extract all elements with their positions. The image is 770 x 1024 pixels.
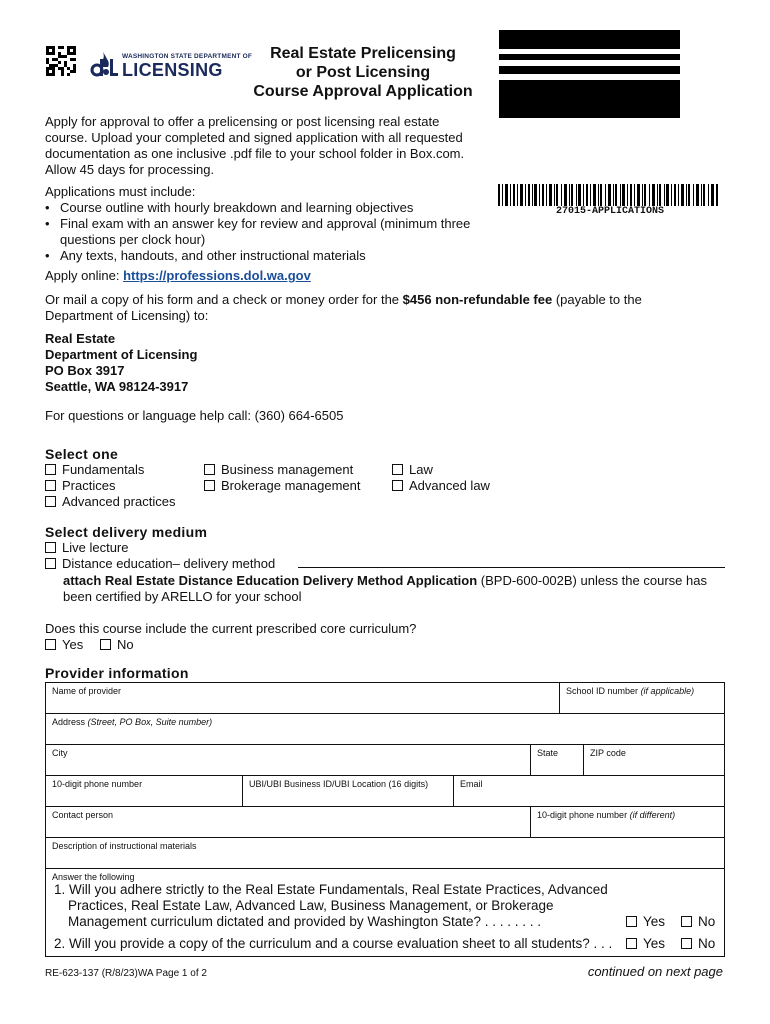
field-label-note: (if applicable) [640, 686, 695, 696]
field-label-main: 10-digit phone number [537, 810, 628, 820]
checkbox-box[interactable] [626, 938, 637, 949]
checkbox-distance-education[interactable] [45, 556, 275, 572]
field-label-main: School ID number [566, 686, 639, 696]
checkbox-advanced-law[interactable] [392, 478, 490, 494]
state-field[interactable] [530, 745, 583, 775]
attach-note [63, 573, 733, 605]
form-row [46, 683, 724, 714]
checkbox-box[interactable] [45, 480, 56, 491]
checkbox-q1-yes[interactable] [626, 914, 665, 929]
office-use-bar [499, 30, 680, 49]
select-one-heading: Select one [45, 446, 119, 462]
checkbox-core-yes[interactable] [45, 637, 83, 653]
title-line: Real Estate Prelicensing [270, 45, 456, 62]
address-line: Seattle, WA 98124-3917 [45, 379, 189, 394]
checkbox-advanced-practices[interactable] [45, 494, 175, 510]
checkbox-box[interactable] [100, 639, 111, 650]
checkbox-label: Law [409, 462, 433, 477]
checkbox-q1-no[interactable] [681, 914, 715, 929]
checkbox-box[interactable] [45, 542, 56, 553]
zip-field[interactable] [583, 745, 725, 775]
checkbox-box[interactable] [392, 464, 403, 475]
logo-licensing-word: LICENSING [122, 60, 223, 80]
field-label: State [537, 748, 559, 758]
checkbox-business-management[interactable] [204, 462, 353, 478]
provider-form [45, 682, 725, 957]
form-title [232, 44, 494, 101]
fee-amount: $456 non-refundable fee [402, 292, 553, 307]
field-label: 10-digit phone number [52, 779, 143, 789]
question-2: 2. Will you provide a copy of the curriculum and a course evaluation sheet to all students? . . . [54, 936, 613, 951]
field-label: Answer the following [52, 872, 135, 882]
office-use-bar [499, 80, 680, 118]
apply-online-link[interactable]: https://professions.dol.wa.gov [123, 268, 311, 283]
checkbox-brokerage-management[interactable] [204, 478, 360, 494]
checkbox-label: No [698, 914, 716, 929]
form-row [46, 807, 724, 838]
checkbox-label: Yes [643, 936, 666, 951]
provider-heading: Provider information [45, 665, 189, 681]
form-row [46, 776, 724, 807]
mail-instructions [45, 292, 695, 324]
field-label [566, 686, 694, 696]
mail-text: (payable to the Department of Licensing) to: [45, 292, 642, 323]
office-use-box [499, 118, 680, 180]
field-label: City [52, 748, 68, 758]
field-label [52, 717, 212, 727]
requirements-list [45, 200, 495, 264]
checkbox-box[interactable] [45, 639, 56, 650]
checkbox-law[interactable] [392, 462, 433, 478]
address-line: PO Box 3917 [45, 363, 125, 378]
field-label: Contact person [52, 810, 114, 820]
school-id-field[interactable] [559, 683, 725, 713]
list-item: • Any texts, handouts, and other instructional materials [45, 248, 495, 264]
requirements-block [45, 184, 495, 264]
ubi-field[interactable] [242, 776, 453, 806]
checkbox-practices[interactable] [45, 478, 115, 494]
field-label: Name of provider [52, 686, 122, 696]
checkbox-label: Distance education– delivery method [62, 556, 276, 571]
attach-note-text: (BPD-600-002B) unless the course has been certified by ARELLO for your school [63, 573, 707, 604]
field-label: UBI/UBI Business ID/UBI Location (16 digits) [249, 779, 429, 789]
field-label-note: (if different) [629, 810, 676, 820]
email-field[interactable] [453, 776, 725, 806]
mailing-address [45, 331, 345, 395]
dol-logo [90, 47, 253, 80]
form-row [46, 714, 724, 745]
delivery-method-field[interactable] [298, 567, 725, 568]
checkbox-fundamentals[interactable] [45, 462, 144, 478]
checkbox-live-lecture[interactable] [45, 540, 128, 556]
form-id: RE-623-137 (R/8/23)WA Page 1 of 2 [45, 968, 207, 979]
apply-online-label: Apply online: [45, 268, 124, 283]
intro-text: Apply for approval to offer a prelicensing or post licensing real estate course. Upload your completed and signed application with all requested documentation as one inclusive .pdf file to your school folder in Box.com. Allow 45 days for processing. [45, 114, 465, 177]
city-field[interactable] [46, 745, 530, 775]
checkbox-label: Advanced law [409, 478, 490, 493]
barcode-label: 27015-APPLICATIONS [555, 206, 665, 217]
questions-section [46, 869, 724, 957]
qr-code-image [46, 46, 76, 76]
apply-online-line [45, 268, 645, 284]
logo-agency-line: WASHINGTON STATE DEPARTMENT OF [122, 53, 253, 60]
barcode-image [498, 184, 720, 206]
checkbox-label: Brokerage management [221, 478, 361, 493]
checkbox-core-no[interactable] [100, 637, 134, 653]
checkbox-box[interactable] [45, 496, 56, 507]
title-line: Course Approval Application [253, 83, 473, 100]
field-label: Description of instructional materials [52, 841, 197, 851]
checkbox-box[interactable] [392, 480, 403, 491]
checkbox-label: Yes [643, 914, 666, 929]
checkbox-box[interactable] [681, 916, 692, 927]
checkbox-label: Practices [62, 478, 116, 493]
delivery-heading: Select delivery medium [45, 524, 208, 540]
form-row [46, 745, 724, 776]
contact-person-field[interactable] [46, 807, 530, 837]
list-item: • Course outline with hourly breakdown and learning objectives [45, 200, 495, 216]
title-line: or Post Licensing [295, 64, 431, 81]
core-question: Does this course include the current prescribed core curriculum? [45, 621, 417, 636]
checkbox-box[interactable] [45, 464, 56, 475]
office-use-bar [499, 66, 680, 74]
field-label: ZIP code [590, 748, 626, 758]
address-line: Department of Licensing [45, 347, 198, 362]
address-line: Real Estate [45, 331, 116, 346]
attach-note-bold: attach Real Estate Distance Education Delivery Method Application [63, 573, 478, 588]
field-label-main: Address [52, 717, 86, 727]
requirements-lead: Applications must include: [45, 184, 196, 199]
checkbox-label: No [117, 637, 134, 652]
checkbox-label: Fundamentals [62, 462, 145, 477]
field-label: Email [460, 779, 483, 789]
checkbox-box[interactable] [45, 558, 56, 569]
form-row [46, 838, 724, 869]
question-1: 1. Will you adhere strictly to the Real Estate Fundamentals, Real Estate Practices, Advanced Practices, Real Estate Law, Advanced Law, Business Management, or Brokerage Management curriculum dictated and provided by Washington State? . . . . . . . . [54, 882, 608, 929]
checkbox-box[interactable] [681, 938, 692, 949]
dol-logo-mark [90, 51, 120, 77]
description-field[interactable] [46, 838, 725, 868]
provider-name-field[interactable] [46, 683, 559, 713]
mail-text: Or mail a copy of his form and a check or money order for the [45, 292, 403, 307]
checkbox-label: Business management [221, 462, 354, 477]
checkbox-label: Yes [62, 637, 84, 652]
checkbox-q2-no[interactable] [681, 936, 715, 951]
checkbox-q2-yes[interactable] [626, 936, 665, 951]
phone-field[interactable] [46, 776, 242, 806]
alt-phone-field[interactable] [530, 807, 725, 837]
checkbox-label: Live lecture [62, 540, 129, 555]
checkbox-box[interactable] [204, 480, 215, 491]
field-label [537, 810, 675, 820]
checkbox-label: Advanced practices [62, 494, 176, 509]
help-line: For questions or language help call: (360) 664-6505 [45, 408, 344, 423]
office-use-bar [499, 54, 680, 60]
field-label-note: (Street, PO Box, Suite number) [87, 717, 213, 727]
address-field[interactable] [46, 714, 725, 744]
checkbox-box[interactable] [204, 464, 215, 475]
checkbox-label: No [698, 936, 716, 951]
checkbox-box[interactable] [626, 916, 637, 927]
list-item: • Final exam with an answer key for review and approval (minimum three questions per clock hour) [45, 216, 495, 248]
continued-note: continued on next page [587, 964, 723, 979]
